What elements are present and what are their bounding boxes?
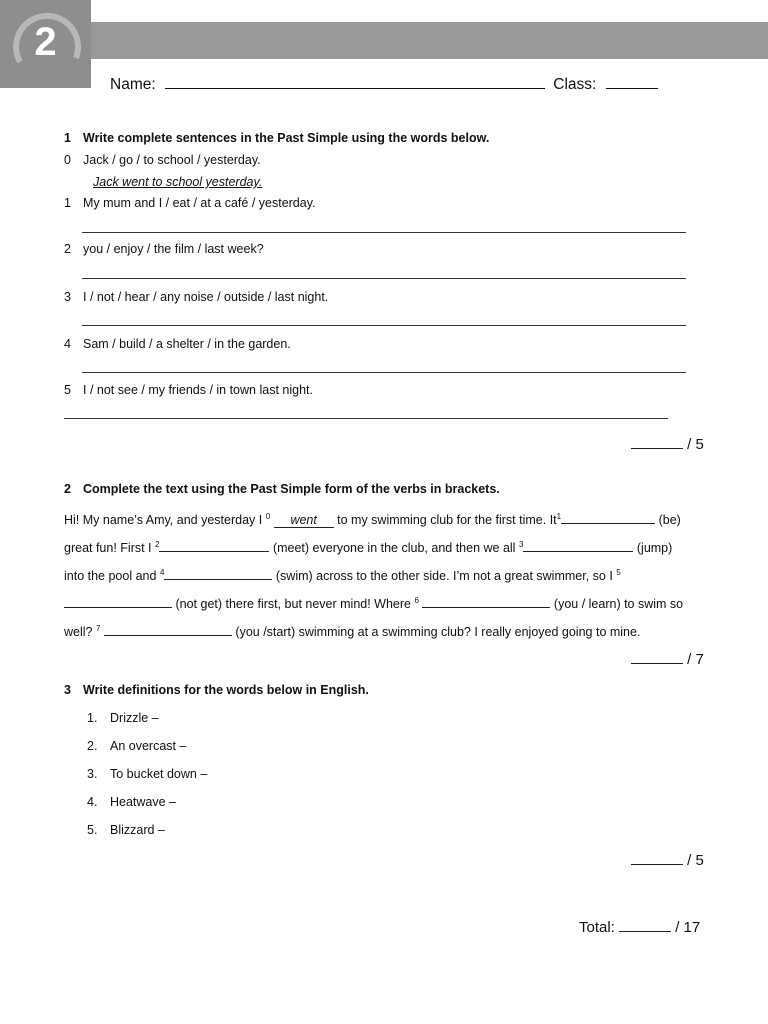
ex1-item-1-prompt: My mum and I / eat / at a café / yesterday. bbox=[83, 196, 316, 210]
ex2-line-1 bbox=[64, 510, 681, 528]
gap-7-number: 7 bbox=[95, 623, 101, 633]
ex1-item-3-prompt: I / not / hear / any noise / outside / last night. bbox=[83, 290, 329, 304]
ex3-item-3-number: 3. bbox=[87, 767, 98, 781]
ex2-line-3-text-b: (swim) across to the other side. I’m not a great swimmer, so I bbox=[275, 569, 613, 583]
name-field[interactable] bbox=[165, 73, 545, 89]
exercise-3-score-total: / 5 bbox=[687, 852, 704, 869]
ex1-item-2-prompt: you / enjoy / the film / last week? bbox=[83, 242, 264, 256]
ex1-item-4-prompt: Sam / build / a shelter / in the garden. bbox=[83, 337, 291, 351]
ex2-line-2 bbox=[64, 538, 672, 555]
exercise-2-instruction: Complete the text using the Past Simple form of the verbs in brackets. bbox=[83, 482, 500, 496]
ex1-item-3-answer-line[interactable] bbox=[82, 325, 686, 326]
ex2-line-1-text-b: to my swimming club for the first time. It bbox=[337, 513, 557, 527]
ex2-line-4-text-a: (not get) there first, but never mind! Where bbox=[175, 597, 412, 611]
example-answer-row bbox=[83, 175, 262, 189]
ex1-item-4-answer-line[interactable] bbox=[82, 372, 686, 373]
ex1-item-1-answer-line[interactable] bbox=[82, 232, 686, 233]
exercise-2-score bbox=[631, 650, 704, 668]
ex3-item-5-word: Blizzard – bbox=[110, 823, 165, 837]
exercise-1-instruction: Write complete sentences in the Past Simple using the words below. bbox=[83, 131, 490, 145]
gap-4-number: 4 bbox=[159, 567, 165, 577]
gap-0-number: 0 bbox=[265, 511, 271, 521]
class-label: Class: bbox=[553, 76, 597, 93]
ex3-item-2-number: 2. bbox=[87, 739, 98, 753]
ex3-item-1-word: Drizzle – bbox=[110, 711, 159, 725]
ex2-line-5 bbox=[64, 622, 640, 639]
total-label: Total: bbox=[579, 919, 615, 936]
example-number: 0 bbox=[64, 153, 71, 167]
ex2-line-2-text-a: great fun! First I bbox=[64, 541, 152, 555]
gap-3-number: 3 bbox=[518, 539, 524, 549]
ex2-line-3 bbox=[64, 566, 621, 583]
example-prompt: Jack / go / to school / yesterday. bbox=[83, 153, 261, 167]
gap-1-field[interactable] bbox=[561, 510, 655, 524]
gap-1-number: 1 bbox=[556, 511, 562, 521]
gap-0-example bbox=[274, 514, 334, 528]
gap-5-number: 5 bbox=[616, 567, 621, 577]
gap-3-field[interactable] bbox=[523, 538, 633, 552]
exercise-1-score-field[interactable] bbox=[631, 435, 683, 449]
exercise-1-number: 1 bbox=[64, 131, 71, 145]
name-row bbox=[110, 73, 658, 94]
ex1-item-5-number: 5 bbox=[64, 383, 71, 397]
exercise-3-number: 3 bbox=[64, 683, 71, 697]
gap-2-number: 2 bbox=[155, 539, 160, 549]
ex2-line-5-text-a: well? bbox=[64, 625, 93, 639]
ex1-item-4-number: 4 bbox=[64, 337, 71, 351]
ex2-line-3-text-a: into the pool and bbox=[64, 569, 157, 583]
exercise-1-score-total: / 5 bbox=[687, 436, 704, 453]
ex2-line-2-text-c: (jump) bbox=[636, 541, 673, 555]
exercise-3-instruction: Write definitions for the words below in English. bbox=[83, 683, 369, 697]
exercise-3-score bbox=[631, 851, 704, 869]
header-bar bbox=[91, 22, 768, 59]
class-field[interactable] bbox=[606, 73, 658, 89]
gap-6-number: 6 bbox=[414, 595, 419, 605]
exercise-2-number: 2 bbox=[64, 482, 71, 496]
ex1-item-3-number: 3 bbox=[64, 290, 71, 304]
ex1-item-2-number: 2 bbox=[64, 242, 71, 256]
gap-2-field[interactable] bbox=[159, 538, 269, 552]
ex2-line-2-text-b: (meet) everyone in the club, and then we all bbox=[272, 541, 516, 555]
ex1-item-1-number: 1 bbox=[64, 196, 71, 210]
ex1-item-5-answer-line[interactable] bbox=[64, 418, 668, 419]
total-score bbox=[579, 918, 700, 936]
example-answer: Jack went to school yesterday. bbox=[93, 175, 263, 189]
ex2-line-1-text-a: Hi! My name’s Amy, and yesterday I bbox=[64, 513, 263, 527]
ex3-item-1-number: 1. bbox=[87, 711, 98, 725]
ex1-item-2-answer-line[interactable] bbox=[82, 278, 686, 279]
gap-7-field[interactable] bbox=[104, 622, 232, 636]
ex2-line-1-text-c: (be) bbox=[658, 513, 681, 527]
unit-number: 2 bbox=[34, 20, 57, 64]
gap-4-field[interactable] bbox=[164, 566, 272, 580]
gap-0-answer: went bbox=[290, 513, 317, 527]
ex1-item-5-prompt: I / not see / my friends / in town last night. bbox=[83, 383, 313, 397]
name-label: Name: bbox=[110, 76, 156, 93]
ex2-line-5-text-b: (you /start) swimming at a swimming club? I really enjoyed going to mine. bbox=[235, 625, 641, 639]
exercise-2-score-total: / 7 bbox=[687, 651, 704, 668]
ex3-item-4-number: 4. bbox=[87, 795, 98, 809]
ex2-line-4 bbox=[64, 594, 683, 611]
total-score-field[interactable] bbox=[619, 918, 671, 932]
ex3-item-2-word: An overcast – bbox=[110, 739, 187, 753]
total-score-value: / 17 bbox=[675, 919, 701, 936]
unit-badge bbox=[0, 0, 91, 88]
ex3-item-4-word: Heatwave – bbox=[110, 795, 177, 809]
ex3-item-3-word: To bucket down – bbox=[110, 767, 208, 781]
exercise-3-score-field[interactable] bbox=[631, 851, 683, 865]
ex3-item-5-number: 5. bbox=[87, 823, 98, 837]
exercise-1-score bbox=[631, 435, 704, 453]
gap-6-field[interactable] bbox=[422, 594, 550, 608]
ex2-line-4-text-b: (you / learn) to swim so bbox=[553, 597, 684, 611]
exercise-2-score-field[interactable] bbox=[631, 650, 683, 664]
gap-5-field[interactable] bbox=[64, 594, 172, 608]
